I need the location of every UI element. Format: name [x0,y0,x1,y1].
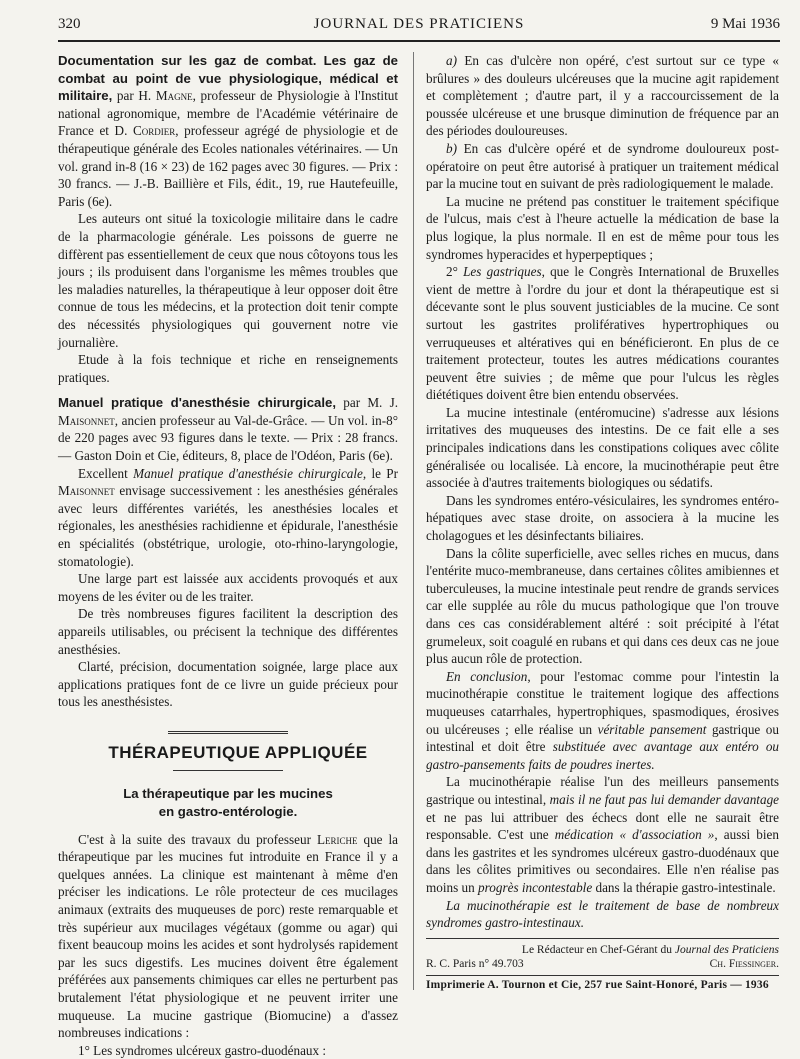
article-para-i: La mucinothérapie réalise l'un des meilleurs pansements gastrique ou intestinal, mais il ne faut pas lui demander davantage et ne pas lui attribuer des échecs dont elle ne saurait être responsable. C'est une médication « d'association », aussi bien dans les gastrites et les syndromes ulcéreux gastro-duodénaux que dans les côlites primitives ou secondaires. Elle n'en réalise pas moins un progrès incontestable dans la thérapie gastro-intestinale. [426,774,779,895]
review1-author2: Cordier [132,123,176,139]
article-para2: 1° Les syndromes ulcéreux gastro-duodénaux : [78,1042,327,1058]
column-divider [413,52,414,990]
review1-author1: Magne [155,88,193,104]
article-para-a: a) En cas d'ulcère non opéré, c'est surtout sur ce type « brûlures » des douleurs ulcéreuses que la mucine agit rapidement et complètement ; d'autre part, il y a raccourcissement de la poussée ulcéreuse et une brusque diminution de fréquence par an des périodes douloureuses. [426,53,779,139]
right-column [426,52,779,932]
review1-para2: Etude à la fois technique et riche en renseignements pratiques. [58,352,398,385]
review2-citation: Manuel pratique d'anesthésie chirurgicale, par M. J. Maisonnet, ancien professeur au Val-de-Grâce. — Un vol. in-8° de 220 pages avec 93 figures dans le texte. — Prix : 28 francs. — Gaston Doin et Cie, éditeurs, 8, place de l'Odéon, Paris (6e). [58,395,399,464]
section-rule [168,731,288,734]
article-para-b: b) En cas d'ulcère opéré et de syndrome douloureux post-opératoire on peut être autorisé à pratiquer un traitement médical par la mucine tout en suivant de près radiologiquement le malade. [426,140,779,192]
page-header [58,14,780,38]
review2-author: Maisonnet [58,412,115,428]
article-author: Leriche [316,831,358,847]
footer-imprint: Imprimerie A. Tournon et Cie, 257 rue Saint-Honoré, Paris — 1936 [426,979,769,991]
article-para-e: La mucine intestinale (entéromucine) s'adresse aux lésions irritatives des muqueuses des intestins. De ce fait elle a ses principales indications dans les constipations coliques avec côlite généralisée ou localisée. Là encore, la mucinothérapie peut être associée à d'autres traitements biologiques ou sédatifs. [426,404,779,491]
article-conclusion: La mucinothérapie est le traitement de base de nombreux syndromes gastro-intestinaux. [426,897,779,931]
review1-para1: Les auteurs ont situé la toxicologie militaire dans le cadre de la pharmacologie générale. Les poissons de guerre ne diffèrent pas essentiellement de ceux que nous côtoyons tous les jours ; ils produisent dans l'organisme les mêmes troubles que les maladies naturelles, la thérapeutique à leur opposer doit être connue de tous les médecins, et la protection doit tenir compte des nécessités physiologiques qui gouvernent notre vie journalière. [58,211,398,350]
review2-para4: Clarté, précision, documentation soignée, large place aux applications pratiques font de ce livre un guide précieux pour tous les anesthésistes. [58,659,398,710]
footer-rule-bottom [426,975,779,976]
footer-signer: Ch. Fiessinger. [709,958,779,970]
left-column [58,52,398,1059]
review2-title: Manuel pratique d'anesthésie chirurgicale, [58,395,337,411]
article-para-d: 2° Les gastriques, que le Congrès International de Bruxelles vient de mettre à l'ordre du jour et dont la thérapeutique est si décevante sont le plus souvent justiciables de la mucine. Ce sont surtout les gastrites prolifératives hypertrophiques ou verruqueuses et altératives qui en bénéficieront. En plus de ce traitement protecteur, toutes les autres médications courantes peuvent être suivies ; de même que pour l'ulcus les règles diététiques doivent être bien entendu observées. [426,264,779,403]
footer-rc: R. C. Paris n° 49.703 [426,958,524,970]
review2-para3: De très nombreuses figures facilitent la description des appareils utilisables, ou précisent la technique des différentes anesthésies. [58,606,398,657]
footer-registration-line [426,958,779,970]
article-para-g: Dans la côlite superficielle, avec selles riches en mucus, dans l'entérite muco-membraneuse, dans certaines côlites amibiennes et tuberculeuses, la mucine intestinale peut rendre de grands services car elle supplée au rôle du mucus pathologique que l'on trouve dans ces cas considérablement altéré : soit précipité à l'état grumeleux, soit coagulé en rubans et qui dans ces deux cas ne joue plus aucun rôle de protection. [426,545,779,667]
article-title: La thérapeutique par les mucines en gastro-entérologie. [123,785,333,819]
section-heading: THÉRAPEUTIQUE APPLIQUÉE [108,742,368,762]
footer-rule-top [426,938,779,939]
review2-para2: Une large part est laissée aux accidents provoqués et aux moyens de les éviter ou de les traiter. [58,571,398,604]
review2-para1: Excellent Manuel pratique d'anesthésie chirurgicale, le Pr Maisonnet envisage successivement : les anesthésies générales avec leurs différentes variétés, les anesthésies locales et régionales, les anesthésies rachidienne et épidurale, l'anesthésie en spécialités (obstétrique, urologie, oto-rhino-laryngologie, stomatologie). [58,465,399,569]
page-number: 320 [58,16,81,32]
heading-rule [173,770,283,771]
article-para-h: En conclusion, pour l'estomac comme pour l'intestin la mucinothérapie constitue le traitement logique des affections muqueuses catarrhales, hypertrophiques, spasmodiques, érosives ou ulcéreuses ; elle réalise un véritable pansement gastrique ou intestinal et doit être substituée avec avantage aux entéro ou gastro-pansements faits de poudres inertes. [426,668,779,772]
article-para-f: Dans les syndromes entéro-vésiculaires, les syndromes entéro-hépatiques avec stase droite, on associera à la mucine les cholagogues et les désinfectants biliaires. [426,492,779,544]
issue-date: 9 Mai 1936 [710,16,780,32]
journal-title: JOURNAL DES PRATICIENS [313,16,525,32]
review1-title: Documentation sur les gaz de combat. Les gaz de combat au point de vue physiologique, médical et militaire, [58,53,398,104]
article-para-c: La mucine ne prétend pas constituer le traitement spécifique de l'ulcus, mais c'est à l'heure actuelle la médication de base la plus logique, la plus normale. Il en est de même pour tous les syndromes hyperacides et hyperpeptiques ; [426,193,779,262]
review1-citation: Documentation sur les gaz de combat. Les gaz de combat au point de vue physiologique, médical et militaire, par H. Magne, professeur de Physiologie à l'Institut national agronomique, membre de l'Académie vétérinaire de France et D. Cordier, professeur agrégé de physiologie et de thérapeutique générale des Ecoles nationales vétérinaires. — Un vol. grand in-8 (16 × 23) de 162 pages avec 30 figures. — Prix : 30 francs. — J.-B. Baillière et Fils, édit., 19, rue Hautefeuille, Paris (6e). [58,53,399,209]
article-para1: C'est à la suite des travaux du professeur Leriche que la thérapeutique par les mucines fut introduite en France il y a quelques années. La clinique est maintenant à même d'en préciser les indications. Le rôle protecteur de ces mucilages animaux (extraits des muqueuses de porc) reste remarquable et très supérieur aux mucilages végétaux (gomme ou agar) qui fixent beaucoup moins les acides et sont hydrolysés rapidement par les sucs digestifs. Les mucines doivent être également préférées aux pansements chimiques car elles ne perturbent pas brutalement l'état physiologique et ne peuvent irriter une muqueuse. La mucine gastrique (Biomucine) a d'assez nombreuses indications : [58,831,398,1041]
header-rule [58,40,780,42]
footer-editor-line: Le Rédacteur en Chef-Gérant du Journal des Praticiens [521,944,779,956]
